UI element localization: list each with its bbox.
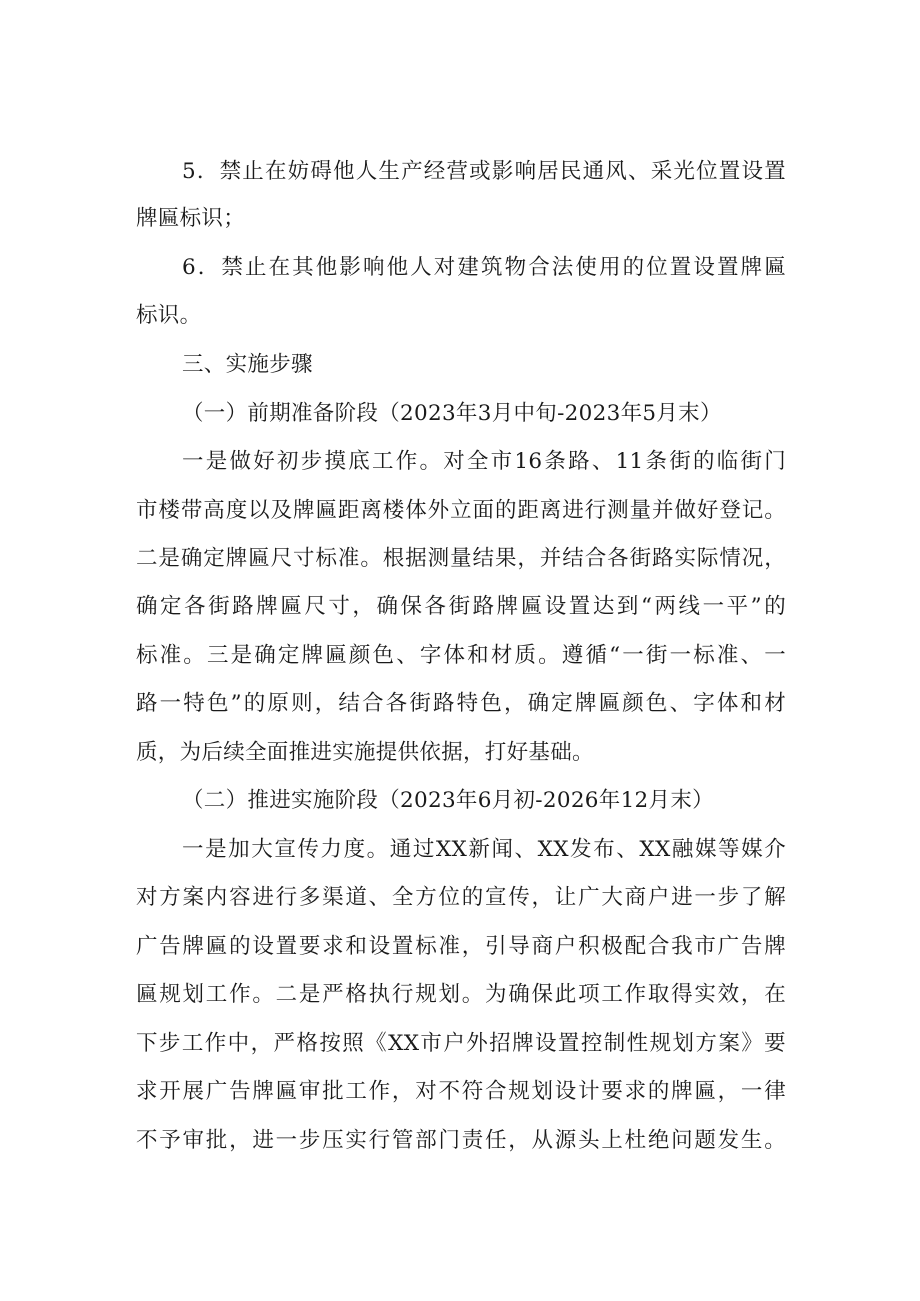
paragraph-item-5-line-1: 5．禁止在妨碍他人生产经营或影响居民通风、采光位置设置 [182, 159, 786, 184]
paragraph-implementation-line-5: 下步工作中，严格按照《XX市户外招牌设置控制性规划方案》要 [136, 1031, 786, 1056]
paragraph-preparation-line-4: 确定各街路牌匾尺寸，确保各街路牌匾设置达到“两线一平”的 [136, 594, 786, 619]
paragraph-implementation-line-6: 求开展广告牌匾审批工作，对不符合规划设计要求的牌匾，一律 [136, 1079, 786, 1104]
paragraph-preparation-line-7: 质，为后续全面推进实施提供依据，打好基础。 [136, 740, 594, 765]
paragraph-item-6-line-2: 标识。 [136, 303, 202, 328]
paragraph-implementation-line-2: 对方案内容进行多渠道、全方位的宣传，让广大商户进一步了解 [136, 885, 786, 910]
section-heading-implementation-steps: 三、实施步骤 [182, 352, 313, 377]
paragraph-preparation-line-3: 二是确定牌匾尺寸标准。根据测量结果，并结合各街路实际情况， [136, 546, 786, 571]
paragraph-preparation-line-6: 路一特色”的原则，结合各街路特色，确定牌匾颜色、字体和材 [136, 691, 786, 716]
subsection-heading-preparation-stage: （一）前期准备阶段（2023年3月中旬-2023年5月末） [182, 401, 722, 426]
paragraph-implementation-line-3: 广告牌匾的设置要求和设置标准，引导商户积极配合我市广告牌 [136, 934, 786, 959]
subsection-heading-implementation-stage: （二）推进实施阶段（2023年6月初-2026年12月末） [182, 788, 714, 813]
paragraph-item-6-line-1: 6．禁止在其他影响他人对建筑物合法使用的位置设置牌匾 [182, 255, 786, 280]
paragraph-preparation-line-5: 标准。三是确定牌匾颜色、字体和材质。遵循“一街一标准、一 [136, 643, 786, 668]
paragraph-implementation-line-4: 匾规划工作。二是严格执行规划。为确保此项工作取得实效，在 [136, 982, 786, 1007]
paragraph-preparation-line-1: 一是做好初步摸底工作。对全市16条路、11条街的临街门 [182, 449, 786, 474]
paragraph-preparation-line-2: 市楼带高度以及牌匾距离楼体外立面的距离进行测量并做好登记。 [136, 498, 786, 523]
paragraph-implementation-line-1: 一是加大宣传力度。通过XX新闻、XX发布、XX融媒等媒介 [182, 837, 786, 862]
paragraph-item-5-line-2: 牌匾标识； [136, 206, 246, 231]
paragraph-implementation-line-7: 不予审批，进一步压实行管部门责任，从源头上杜绝问题发生。 [136, 1128, 786, 1153]
